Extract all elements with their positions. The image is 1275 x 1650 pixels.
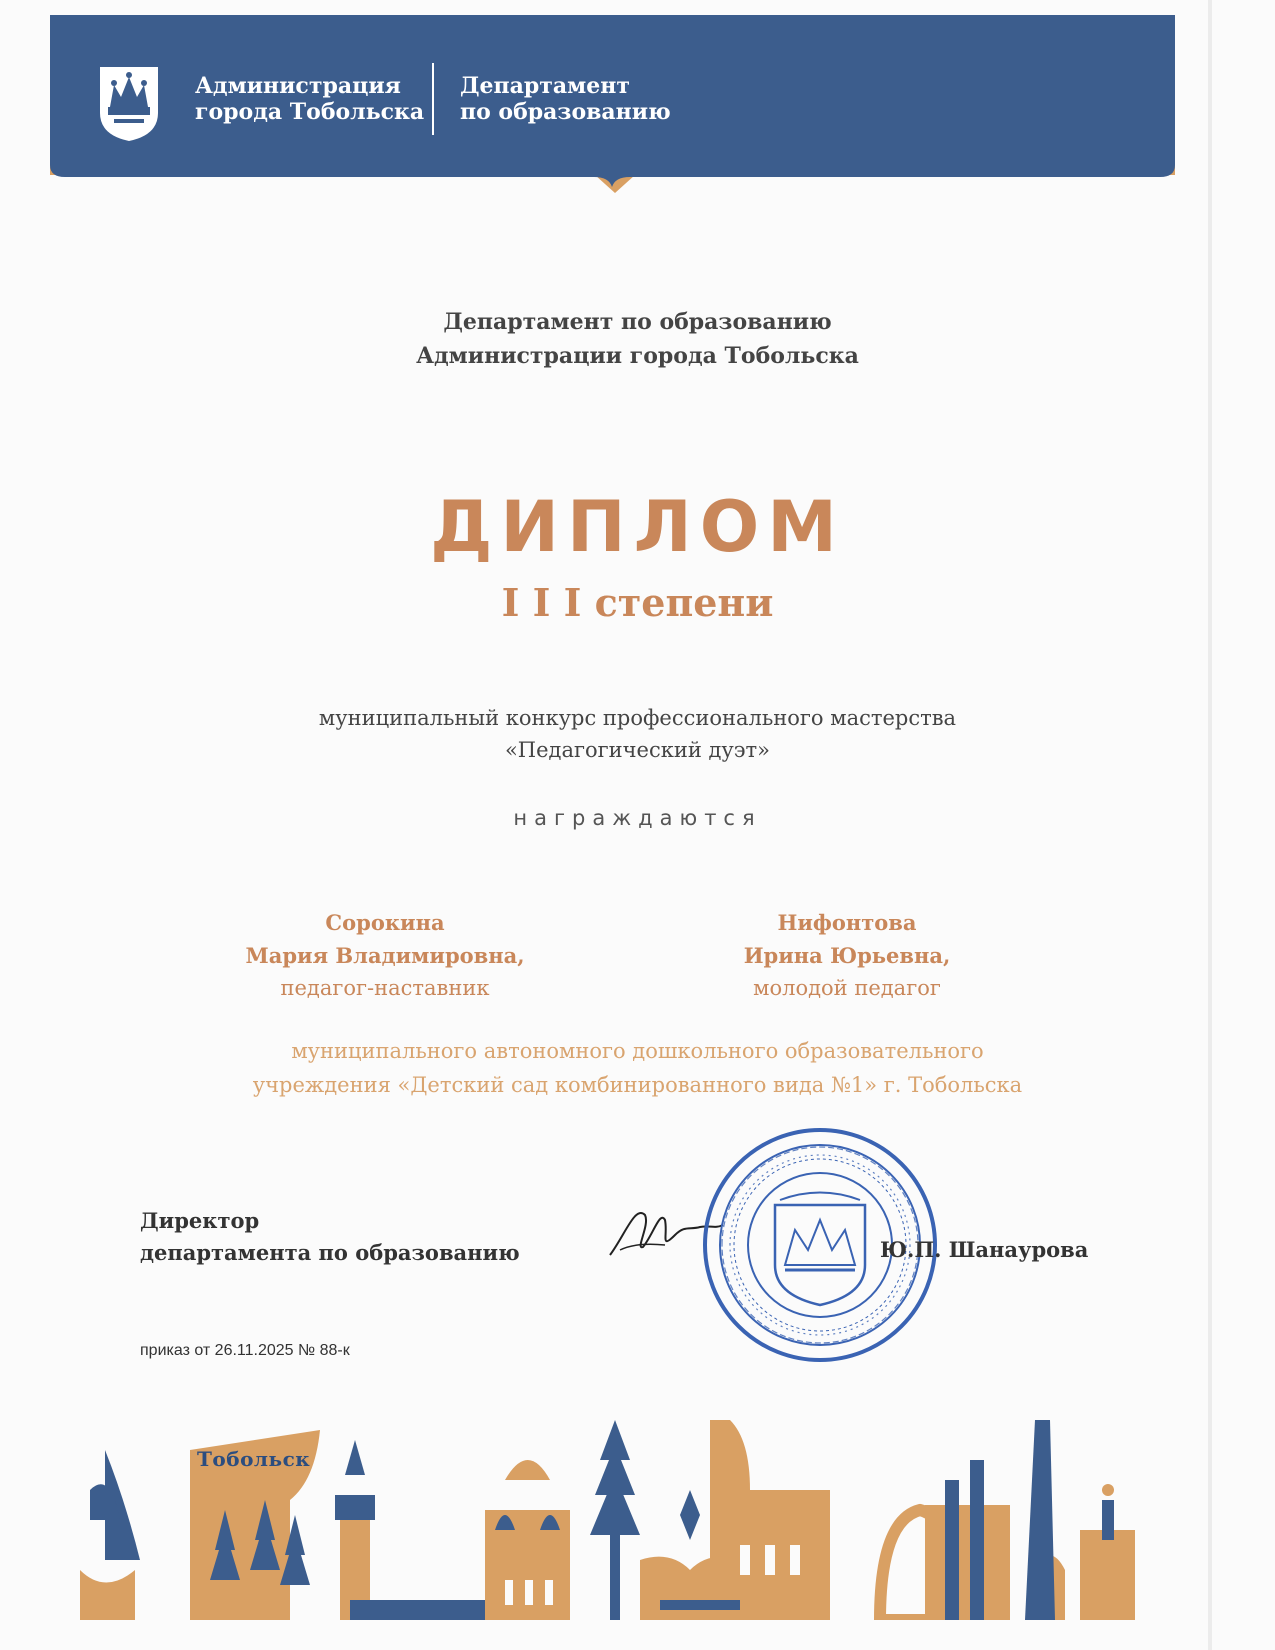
- awardee-name: Мария Владимировна,: [245, 943, 525, 968]
- issuer-line-2: Администрации города Тобольска: [416, 343, 859, 369]
- header-org-right: Департамент по образованию: [460, 73, 671, 125]
- diploma-degree: I I I степени: [501, 580, 774, 625]
- contest-line-2: «Педагогический дуэт»: [504, 738, 771, 762]
- awardee-surname: Сорокина: [325, 910, 445, 935]
- awardee-name: Ирина Юрьевна,: [743, 943, 951, 968]
- awardee-1: [205, 906, 565, 1005]
- tobolsk-coat-of-arms-icon: [96, 63, 162, 143]
- awardee-2: [667, 906, 1027, 1005]
- awarded-label: награждаются: [513, 806, 762, 830]
- signer-name: Ю.П. Шанаурова: [880, 1237, 1089, 1262]
- institution-line-2: учреждения «Детский сад комбинированного вида №1» г. Тобольска: [252, 1073, 1023, 1097]
- awardee-surname: Нифонтова: [777, 910, 917, 935]
- awardee-role: молодой педагог: [753, 976, 941, 1000]
- contest-line-1: муниципальный конкурс профессионального мастерства: [318, 706, 957, 730]
- header-org-left: Администрация города Тобольска: [195, 73, 425, 125]
- issuer-block: [0, 305, 1275, 373]
- city-label: Тобольск: [197, 1447, 311, 1471]
- signatory-position: Директор департамента по образованию: [140, 1208, 520, 1265]
- header-banner: [50, 15, 1175, 198]
- diploma-title: ДИПЛОМ: [430, 486, 845, 568]
- institution-block: [0, 1034, 1275, 1102]
- issuer-line-1: Департамент по образованию: [443, 309, 832, 335]
- contest-block: [0, 702, 1275, 766]
- awardee-role: педагог-наставник: [280, 976, 490, 1000]
- header-divider: [432, 63, 434, 135]
- order-reference: приказ от 26.11.2025 № 88-к: [140, 1342, 350, 1359]
- institution-line-1: муниципального автономного дошкольного образовательного: [291, 1039, 984, 1063]
